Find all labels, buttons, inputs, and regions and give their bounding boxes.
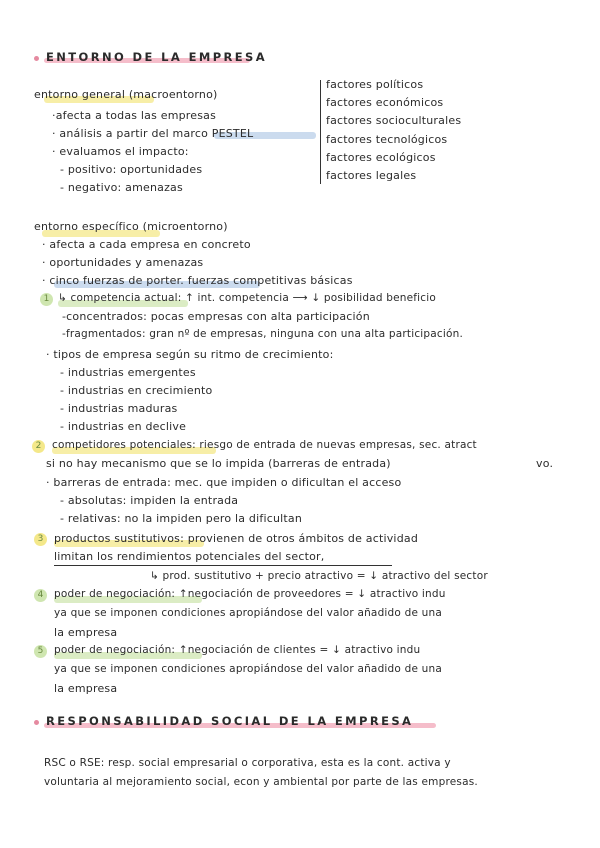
general-item-1: ·afecta a todas las empresas <box>52 109 217 122</box>
force3-number: 3 <box>34 533 47 546</box>
force2-line2: si no hay mecanismo que se lo impida (barreras de entrada) <box>46 457 391 470</box>
specific-item-1: · afecta a cada empresa en concreto <box>42 238 251 251</box>
factor-4: factores tecnológicos <box>326 133 448 146</box>
force3-line1: productos sustitutivos: provienen de otros ámbitos de actividad <box>54 532 418 545</box>
force4-number: 4 <box>34 589 47 602</box>
section1-title: ENTORNO DE LA EMPRESA <box>46 50 268 64</box>
specific-title: entorno específico (microentorno) <box>34 220 228 233</box>
factor-3: factores socioculturales <box>326 114 462 127</box>
section2-line2: voluntaria al mejoramiento social, econ y ambiental por parte de las empresas. <box>44 776 478 788</box>
force5-line2: ya que se imponen condiciones apropiándose del valor añadido de una <box>54 663 442 675</box>
force3-line2: limitan los rendimientos potenciales del sector, <box>54 550 325 563</box>
force1-text: ↳ competencia actual: ↑ int. competencia ⟶ ↓ posibilidad beneficio <box>58 292 437 304</box>
force2-line2-end: vo. <box>536 457 554 470</box>
bullet-dot-section1 <box>34 56 39 61</box>
force5-line3: la empresa <box>54 682 118 695</box>
force2-number: 2 <box>32 440 45 453</box>
general-item-2: · análisis a partir del marco PESTEL <box>52 127 254 140</box>
force4-line3: la empresa <box>54 626 118 639</box>
general-title: entorno general (macroentorno) <box>34 88 218 101</box>
force2-relative: - relativas: no la impiden pero la dificultan <box>60 512 303 525</box>
force1-sub-2: -fragmentados: gran nº de empresas, ninguna con una alta participación. <box>62 328 464 340</box>
force1-type-2: - industrias en crecimiento <box>60 384 213 397</box>
force2-line1: competidores potenciales: riesgo de entrada de nuevas empresas, sec. atract <box>52 439 477 451</box>
factor-2: factores económicos <box>326 96 444 109</box>
force5-number: 5 <box>34 645 47 658</box>
force1-type-4: - industrias en declive <box>60 420 187 433</box>
general-item-4: - positivo: oportunidades <box>60 163 203 176</box>
factor-6: factores legales <box>326 169 417 182</box>
bullet-dot-section2 <box>34 720 39 725</box>
force2-absolute: - absolutas: impiden la entrada <box>60 494 239 507</box>
force4-line1: poder de negociación: ↑negociación de proveedores = ↓ atractivo indu <box>54 588 446 600</box>
force5-line1: poder de negociación: ↑negociación de clientes = ↓ atractivo indu <box>54 644 421 656</box>
force1-sub-1: -concentrados: pocas empresas con alta participación <box>62 310 370 323</box>
force2-barriers: · barreras de entrada: mec. que impiden o dificultan el acceso <box>46 476 402 489</box>
factor-1: factores políticos <box>326 78 424 91</box>
force3-underline <box>54 565 392 566</box>
factors-brace <box>320 80 321 184</box>
force1-types-title: · tipos de empresa según su ritmo de crecimiento: <box>46 348 334 361</box>
section2-title: RESPONSABILIDAD SOCIAL DE LA EMPRESA <box>46 714 414 728</box>
specific-item-2: · oportunidades y amenazas <box>42 256 204 269</box>
force3-line3: ↳ prod. sustitutivo + precio atractivo = ↓ atractivo del sector <box>150 570 488 582</box>
force1-type-1: - industrias emergentes <box>60 366 196 379</box>
general-item-3: · evaluamos el impacto: <box>52 145 189 158</box>
section2-line1: RSC o RSE: resp. social empresarial o corporativa, esta es la cont. activa y <box>44 757 451 769</box>
factor-5: factores ecológicos <box>326 151 436 164</box>
force4-line2: ya que se imponen condiciones apropiándose del valor añadido de una <box>54 607 442 619</box>
specific-item-3: · cinco fuerzas de porter. fuerzas competitivas básicas <box>42 274 353 287</box>
force1-number: 1 <box>40 293 53 306</box>
force1-type-3: - industrias maduras <box>60 402 178 415</box>
general-item-5: - negativo: amenazas <box>60 181 183 194</box>
